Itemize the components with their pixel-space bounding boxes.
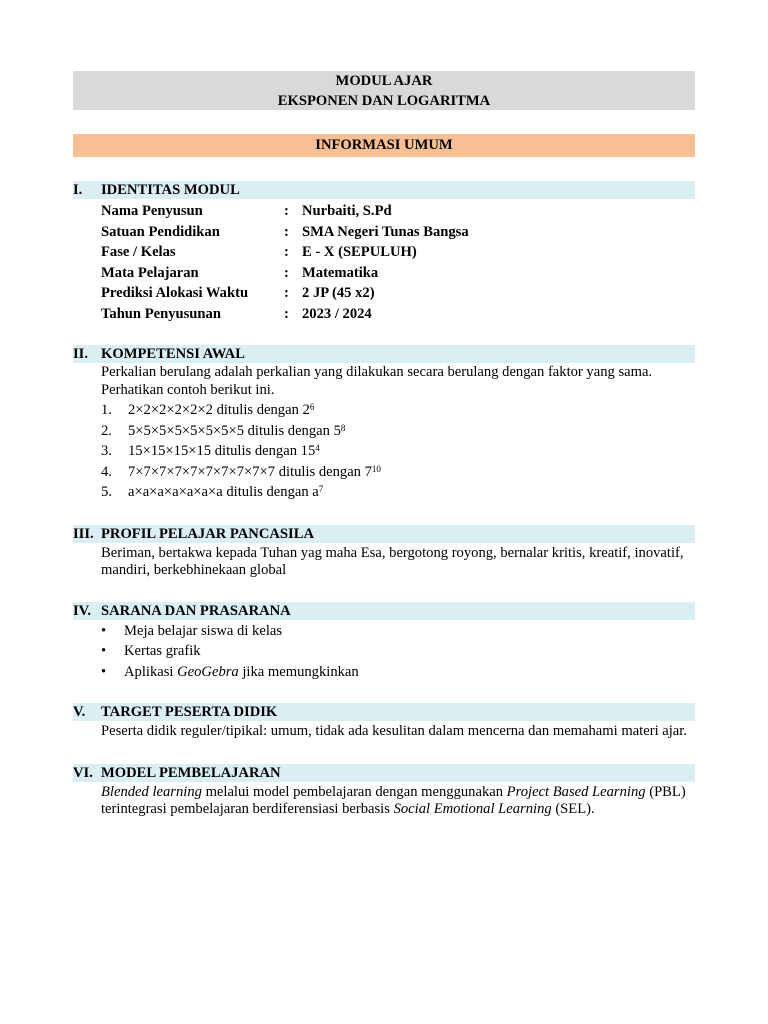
bullet: •	[101, 663, 107, 680]
section-heading-sarana	[73, 602, 695, 620]
list-item-content	[128, 482, 323, 502]
list-item-content	[128, 421, 345, 441]
section-heading-target	[73, 703, 695, 721]
document-page	[73, 71, 695, 819]
info-header: INFORMASI UMUM	[73, 134, 695, 157]
identity-row	[101, 263, 469, 284]
section-heading-kompetensi	[73, 345, 695, 363]
identity-key: Satuan Pendidikan	[101, 223, 220, 240]
identity-value: Nurbaiti, S.Pd	[302, 203, 392, 219]
identity-value: 2 JP (45 x2)	[302, 285, 375, 301]
list-item-content	[128, 441, 320, 461]
list-item	[101, 641, 695, 662]
section-title: IDENTITAS MODUL	[101, 182, 240, 198]
module-title: MODUL AJAR	[335, 73, 433, 89]
section-title: KOMPETENSI AWAL	[101, 346, 245, 362]
section-body-text	[101, 784, 695, 819]
emphasis-text: Blended learning	[101, 783, 202, 800]
identity-row	[101, 283, 469, 304]
list-item	[101, 462, 695, 483]
exponent: 7	[318, 484, 324, 494]
list-text: 2×2×2×2×2×2 ditulis dengan 2	[128, 402, 310, 418]
identity-value: E - X (SEPULUH)	[302, 244, 417, 260]
identity-key: Fase / Kelas	[101, 244, 176, 260]
list-number: 1.	[101, 402, 112, 418]
bullet: •	[101, 643, 107, 659]
list-text: Aplikasi	[124, 663, 178, 680]
bullet: •	[101, 622, 107, 639]
emphasis-text: Social Emotional Learning	[393, 801, 552, 817]
section-number: VI.	[73, 764, 93, 781]
module-title-box	[73, 71, 695, 110]
body-text: (PBL) terintegrasi pembelajaran berdiferensiasi berbasis	[101, 783, 686, 817]
list-text: 15×15×15×15 ditulis dengan 15	[128, 443, 316, 459]
app-name: GeoGebra	[177, 663, 239, 680]
exponent: 10	[371, 463, 381, 474]
list-number: 4.	[101, 463, 112, 480]
section-title: SARANA DAN PRASARANA	[101, 602, 291, 619]
identity-table	[101, 201, 469, 324]
body-text: melalui model pembelajaran dengan menggunakan	[201, 783, 507, 800]
list-item-content	[124, 662, 359, 682]
list-text: 7×7×7×7×7×7×7×7×7×7 ditulis dengan 7	[128, 463, 372, 480]
identity-row	[101, 201, 469, 222]
section-body-text: Peserta didik reguler/tipikal: umum, tidak ada kesulitan dalam mencerna dan memahami materi ajar.	[101, 723, 687, 739]
identity-value: 2023 / 2024	[302, 305, 372, 322]
list-text: a×a×a×a×a×a×a ditulis dengan a	[128, 484, 319, 500]
identity-value: Matematika	[302, 264, 379, 281]
section-number: V.	[73, 704, 86, 720]
list-item	[101, 400, 695, 421]
section-body-text: Beriman, bertakwa kepada Tuhan yag maha Esa, bergotong royong, bernalar kritis, kreatif, inovatif, mandiri, berkebhinekaan global	[101, 544, 684, 578]
exponent: 4	[315, 443, 320, 453]
list-item	[101, 482, 695, 503]
section-intro-text: Perkalian berulang adalah perkalian yang dilakukan secara berulang dengan faktor yang sama. Perhatikan contoh berikut ini.	[101, 364, 653, 398]
section-title: TARGET PESERTA DIDIK	[101, 704, 278, 720]
section-title: MODEL PEMBELAJARAN	[101, 764, 281, 781]
identity-key: Nama Penyusun	[101, 203, 203, 219]
list-item	[101, 441, 695, 462]
list-item	[101, 421, 695, 442]
identity-row	[101, 304, 469, 325]
list-item	[101, 621, 695, 642]
facility-list	[101, 621, 695, 683]
list-text: jika memungkinkan	[238, 663, 359, 680]
identity-colon: :	[284, 244, 289, 260]
identity-row	[101, 242, 469, 263]
module-subtitle: EKSPONEN DAN LOGARITMA	[277, 93, 491, 109]
identity-colon: :	[284, 285, 289, 301]
exponent: 8	[340, 422, 346, 433]
list-text: Meja belajar siswa di kelas	[124, 622, 283, 639]
example-list	[101, 400, 695, 503]
list-item-content	[128, 462, 381, 482]
identity-row	[101, 222, 469, 243]
section-number: III.	[73, 525, 94, 542]
identity-colon: :	[284, 223, 289, 240]
section-heading-model	[73, 764, 695, 782]
section-number: IV.	[73, 602, 91, 619]
section-number: II.	[73, 346, 89, 362]
identity-colon: :	[284, 264, 289, 281]
exponent: 6	[309, 402, 315, 412]
identity-colon: :	[284, 203, 289, 219]
list-text: 5×5×5×5×5×5×5×5 ditulis dengan 5	[128, 422, 341, 439]
section-heading-profil	[73, 525, 695, 543]
body-text: (SEL).	[551, 801, 595, 817]
list-number: 3.	[101, 443, 112, 459]
list-text: Kertas grafik	[124, 643, 201, 659]
emphasis-text: Project Based Learning	[506, 783, 646, 800]
section-title: PROFIL PELAJAR PANCASILA	[101, 525, 314, 542]
section-number: I.	[73, 182, 83, 198]
identity-colon: :	[284, 305, 289, 322]
list-number: 2.	[101, 422, 112, 439]
list-number: 5.	[101, 484, 112, 500]
list-item-content	[128, 400, 314, 420]
section-heading-identitas	[73, 181, 695, 199]
identity-value: SMA Negeri Tunas Bangsa	[302, 223, 469, 240]
identity-key: Tahun Penyusunan	[101, 305, 221, 322]
identity-key: Mata Pelajaran	[101, 264, 199, 281]
identity-key: Prediksi Alokasi Waktu	[101, 285, 249, 301]
list-item	[101, 662, 695, 683]
